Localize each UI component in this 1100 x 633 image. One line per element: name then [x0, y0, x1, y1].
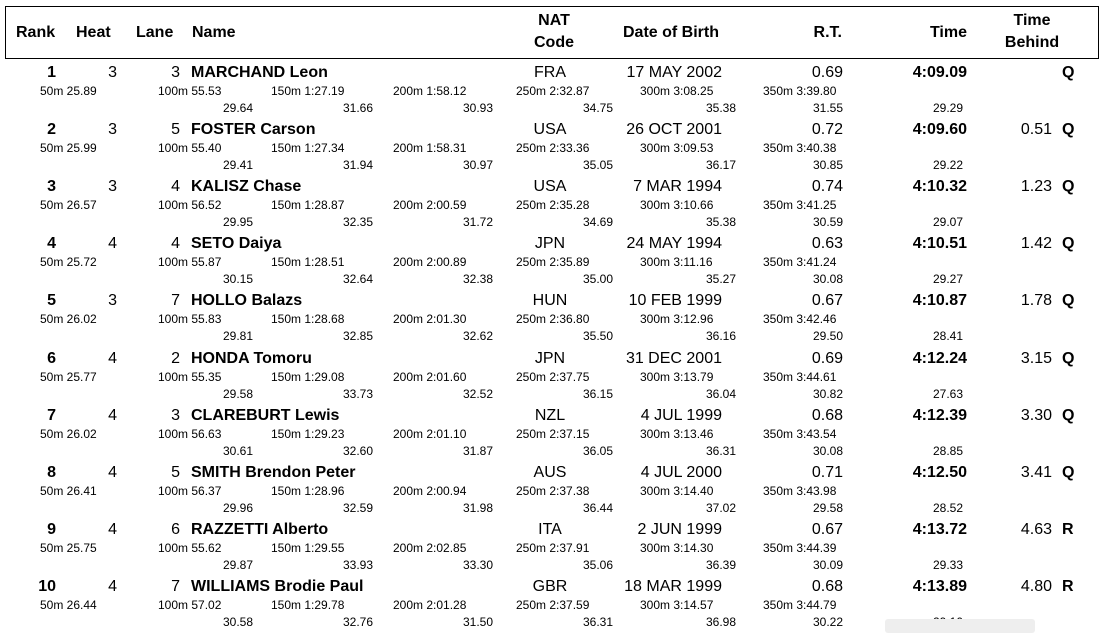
lap-300m: 36.39 — [705, 557, 736, 572]
qualification-mark: Q — [1062, 178, 1075, 196]
lap-350m: 30.09 — [812, 557, 843, 572]
result-row — [0, 405, 1100, 462]
lap-100m: 29.81 — [222, 329, 253, 344]
header-time: Time — [929, 24, 967, 41]
heat: 3 — [108, 292, 117, 310]
lap-250m: 34.69 — [582, 215, 613, 230]
athlete-name: SMITH Brendon Peter — [191, 463, 356, 481]
time-behind: 0.51 — [1020, 121, 1052, 139]
lap-300m: 35.38 — [705, 215, 736, 230]
heat: 3 — [108, 121, 117, 139]
athlete-name: MARCHAND Leon — [191, 64, 328, 81]
lap-350m: 30.85 — [812, 158, 843, 173]
qualification-mark: Q — [1062, 64, 1075, 81]
lap-200m: 31.72 — [462, 215, 493, 230]
lap-350m: 31.55 — [812, 101, 843, 115]
lap-350m: 30.82 — [812, 386, 843, 401]
qualification-mark: Q — [1062, 121, 1075, 139]
split-150m: 150m 1:27.19 — [271, 84, 345, 98]
date-of-birth: 2 JUN 1999 — [637, 520, 722, 538]
rank: 3 — [47, 178, 56, 196]
lane: 6 — [171, 520, 180, 538]
time-behind: 1.23 — [1020, 178, 1052, 196]
rank: 7 — [47, 406, 56, 424]
header-time-behind-line1: Time — [1013, 12, 1051, 29]
date-of-birth: 26 OCT 2001 — [626, 121, 722, 139]
split-100m: 100m 55.87 — [158, 255, 222, 270]
lap-250m: 36.31 — [582, 614, 613, 629]
split-250m: 250m 2:35.89 — [516, 255, 590, 270]
lap-200m: 30.93 — [462, 101, 493, 115]
lap-400m: 29.29 — [932, 101, 963, 115]
split-300m: 300m 3:09.53 — [640, 141, 714, 156]
split-200m: 200m 2:01.28 — [393, 597, 467, 612]
final-time: 4:10.32 — [912, 178, 967, 196]
final-time: 4:09.60 — [912, 121, 967, 139]
lap-100m: 29.64 — [222, 101, 253, 115]
nat-code: FRA — [534, 64, 566, 81]
lap-350m: 30.22 — [812, 614, 843, 629]
split-100m: 100m 55.62 — [158, 540, 222, 555]
final-time: 4:09.09 — [912, 64, 967, 81]
split-100m: 100m 55.53 — [158, 84, 222, 98]
header-nat-line2: Code — [534, 34, 574, 51]
qualification-mark: Q — [1062, 406, 1075, 424]
split-100m: 100m 57.02 — [158, 597, 222, 612]
nat-code: GBR — [532, 577, 568, 595]
time-behind: 4.63 — [1020, 520, 1052, 538]
lane: 4 — [171, 235, 180, 253]
athlete-name: CLAREBURT Lewis — [191, 406, 340, 424]
nat-code: USA — [533, 121, 567, 139]
qualification-mark: R — [1062, 577, 1074, 595]
lap-200m: 33.30 — [462, 557, 493, 572]
split-300m: 300m 3:10.66 — [640, 198, 714, 213]
lap-250m: 36.44 — [582, 500, 613, 515]
split-350m: 350m 3:42.46 — [763, 312, 837, 327]
rank: 1 — [47, 64, 56, 81]
header-date-of-birth: Date of Birth — [623, 24, 719, 41]
reaction-time: 0.69 — [811, 64, 843, 81]
lap-100m: 29.87 — [222, 557, 253, 572]
split-300m: 300m 3:11.16 — [640, 255, 713, 270]
lap-300m: 36.17 — [705, 158, 736, 173]
split-350m: 350m 3:43.54 — [763, 426, 837, 441]
lap-400m: 28.52 — [932, 500, 963, 515]
qualification-mark: Q — [1062, 235, 1075, 253]
header-nat-line1: NAT — [538, 12, 570, 29]
lap-150m: 32.60 — [342, 443, 373, 458]
lane: 5 — [171, 463, 180, 481]
lap-200m: 30.97 — [462, 158, 493, 173]
header-lane: Lane — [136, 24, 174, 41]
lap-400m: 29.07 — [932, 215, 963, 230]
lane: 3 — [171, 64, 180, 81]
date-of-birth: 7 MAR 1994 — [633, 178, 722, 196]
reaction-time: 0.67 — [811, 292, 843, 310]
split-150m: 150m 1:29.23 — [271, 426, 345, 441]
lap-100m: 29.41 — [222, 158, 253, 173]
final-time: 4:13.89 — [912, 577, 967, 595]
reaction-time: 0.67 — [811, 520, 843, 538]
split-200m: 200m 1:58.31 — [393, 141, 467, 156]
nat-code: NZL — [534, 406, 566, 424]
heat: 4 — [108, 406, 117, 424]
split-200m: 200m 2:01.30 — [393, 312, 467, 327]
nat-code: ITA — [538, 520, 562, 538]
lap-100m: 30.15 — [222, 272, 253, 287]
lap-250m: 35.06 — [582, 557, 613, 572]
results-header — [5, 6, 1099, 59]
result-row — [0, 62, 1100, 119]
rank: 10 — [38, 577, 56, 595]
date-of-birth: 31 DEC 2001 — [625, 349, 722, 367]
split-350m: 350m 3:41.25 — [763, 198, 837, 213]
lap-250m: 35.50 — [582, 329, 613, 344]
lap-250m: 34.75 — [582, 101, 613, 115]
split-150m: 150m 1:28.87 — [271, 198, 345, 213]
split-300m: 300m 3:14.57 — [640, 597, 714, 612]
split-100m: 100m 55.40 — [158, 141, 222, 156]
split-50m: 50m 26.02 — [40, 426, 97, 441]
header-reaction-time: R.T. — [813, 24, 842, 41]
split-350m: 350m 3:44.39 — [763, 540, 837, 555]
split-50m: 50m 25.99 — [40, 141, 97, 156]
reaction-time: 0.71 — [811, 463, 843, 481]
lap-250m: 35.00 — [582, 272, 613, 287]
split-50m: 50m 26.57 — [40, 198, 97, 213]
split-300m: 300m 3:13.46 — [640, 426, 714, 441]
time-behind: 1.42 — [1020, 235, 1052, 253]
lap-300m: 36.04 — [705, 386, 736, 401]
lap-400m: 29.22 — [932, 158, 963, 173]
split-200m: 200m 1:58.12 — [393, 84, 467, 98]
split-200m: 200m 2:00.59 — [393, 198, 467, 213]
lap-350m: 30.59 — [812, 215, 843, 230]
result-row — [0, 290, 1100, 347]
reaction-time: 0.72 — [811, 121, 843, 139]
lap-300m: 36.31 — [705, 443, 736, 458]
split-350m: 350m 3:40.38 — [763, 141, 837, 156]
header-time-behind-line2: Behind — [1004, 34, 1060, 51]
lane: 5 — [171, 121, 180, 139]
rank: 9 — [47, 520, 56, 538]
lap-150m: 31.94 — [342, 158, 373, 173]
heat: 4 — [108, 577, 117, 595]
split-300m: 300m 3:08.25 — [640, 84, 714, 98]
athlete-name: FOSTER Carson — [191, 121, 316, 139]
lap-300m: 35.38 — [705, 101, 736, 115]
reaction-time: 0.63 — [811, 235, 843, 253]
watermark-bar — [885, 619, 1035, 633]
split-100m: 100m 56.37 — [158, 483, 222, 498]
lane: 2 — [171, 349, 180, 367]
split-150m: 150m 1:29.78 — [271, 597, 345, 612]
nat-code: HUN — [532, 292, 568, 310]
qualification-mark: Q — [1062, 463, 1075, 481]
split-300m: 300m 3:14.40 — [640, 483, 714, 498]
split-350m: 350m 3:43.98 — [763, 483, 837, 498]
split-150m: 150m 1:27.34 — [271, 141, 345, 156]
athlete-name: HOLLO Balazs — [191, 292, 303, 310]
qualification-mark: R — [1062, 520, 1074, 538]
lap-400m: 29.33 — [932, 557, 963, 572]
lap-350m: 30.08 — [812, 272, 843, 287]
date-of-birth: 10 FEB 1999 — [628, 292, 722, 310]
split-200m: 200m 2:01.60 — [393, 369, 467, 384]
final-time: 4:12.50 — [912, 463, 967, 481]
header-name: Name — [192, 24, 236, 41]
lap-150m: 32.76 — [342, 614, 373, 629]
heat: 4 — [108, 520, 117, 538]
split-250m: 250m 2:37.91 — [516, 540, 590, 555]
reaction-time: 0.68 — [811, 406, 843, 424]
lap-350m: 29.58 — [812, 500, 843, 515]
split-50m: 50m 25.75 — [40, 540, 97, 555]
lap-300m: 35.27 — [705, 272, 736, 287]
result-row — [0, 119, 1100, 176]
heat: 3 — [108, 64, 117, 81]
reaction-time: 0.74 — [811, 178, 843, 196]
final-time: 4:13.72 — [912, 520, 967, 538]
result-row — [0, 233, 1100, 290]
lap-400m: 28.41 — [932, 329, 963, 344]
lap-200m: 32.38 — [462, 272, 493, 287]
reaction-time: 0.69 — [811, 349, 843, 367]
split-350m: 350m 3:39.80 — [763, 84, 837, 98]
lap-300m: 36.16 — [705, 329, 736, 344]
split-200m: 200m 2:00.89 — [393, 255, 467, 270]
heat: 4 — [108, 463, 117, 481]
split-100m: 100m 56.52 — [158, 198, 222, 213]
split-100m: 100m 55.35 — [158, 369, 222, 384]
lap-100m: 29.58 — [222, 386, 253, 401]
split-350m: 350m 3:41.24 — [763, 255, 837, 270]
date-of-birth: 24 MAY 1994 — [626, 235, 722, 253]
lap-300m: 36.98 — [705, 614, 736, 629]
lap-150m: 31.66 — [342, 101, 373, 115]
split-50m: 50m 26.41 — [40, 483, 97, 498]
split-150m: 150m 1:28.51 — [271, 255, 345, 270]
rank: 5 — [47, 292, 56, 310]
split-150m: 150m 1:28.96 — [271, 483, 345, 498]
reaction-time: 0.68 — [811, 577, 843, 595]
lap-200m: 31.50 — [462, 614, 493, 629]
result-row — [0, 462, 1100, 519]
rank: 2 — [47, 121, 56, 139]
heat: 3 — [108, 178, 117, 196]
split-300m: 300m 3:12.96 — [640, 312, 714, 327]
athlete-name: SETO Daiya — [191, 235, 282, 253]
result-row — [0, 348, 1100, 405]
heat: 4 — [108, 349, 117, 367]
lap-400m: 27.63 — [932, 386, 963, 401]
lap-200m: 31.87 — [462, 443, 493, 458]
lap-250m: 36.15 — [582, 386, 613, 401]
lap-400m: 29.27 — [932, 272, 963, 287]
athlete-name: HONDA Tomoru — [191, 349, 312, 367]
rank: 8 — [47, 463, 56, 481]
lap-200m: 32.52 — [462, 386, 493, 401]
header-rank: Rank — [16, 24, 56, 41]
lane: 3 — [171, 406, 180, 424]
nat-code: USA — [533, 178, 567, 196]
lap-100m: 29.96 — [222, 500, 253, 515]
split-50m: 50m 25.72 — [40, 255, 97, 270]
heat: 4 — [108, 235, 117, 253]
lap-400m: 28.85 — [932, 443, 963, 458]
nat-code: JPN — [534, 235, 566, 253]
split-250m: 250m 2:35.28 — [516, 198, 590, 213]
lap-350m: 29.50 — [812, 329, 843, 344]
rank: 4 — [47, 235, 56, 253]
split-350m: 350m 3:44.61 — [763, 369, 837, 384]
split-50m: 50m 25.77 — [40, 369, 97, 384]
time-behind: 3.41 — [1020, 463, 1052, 481]
split-250m: 250m 2:37.15 — [516, 426, 590, 441]
split-150m: 150m 1:29.08 — [271, 369, 345, 384]
lap-250m: 35.05 — [582, 158, 613, 173]
split-50m: 50m 25.89 — [40, 84, 97, 98]
split-250m: 250m 2:37.75 — [516, 369, 590, 384]
lap-150m: 33.93 — [342, 557, 373, 572]
split-150m: 150m 1:28.68 — [271, 312, 345, 327]
lap-100m: 30.61 — [222, 443, 253, 458]
lap-150m: 32.59 — [342, 500, 373, 515]
split-300m: 300m 3:13.79 — [640, 369, 714, 384]
lap-200m: 32.62 — [462, 329, 493, 344]
split-200m: 200m 2:02.85 — [393, 540, 467, 555]
result-row — [0, 519, 1100, 576]
nat-code: AUS — [533, 463, 567, 481]
athlete-name: RAZZETTI Alberto — [191, 520, 329, 538]
lap-250m: 36.05 — [582, 443, 613, 458]
rank: 6 — [47, 349, 56, 367]
split-50m: 50m 26.44 — [40, 597, 97, 612]
lap-200m: 31.98 — [462, 500, 493, 515]
final-time: 4:10.87 — [912, 292, 967, 310]
lap-150m: 32.85 — [342, 329, 373, 344]
time-behind: 1.78 — [1020, 292, 1052, 310]
split-250m: 250m 2:33.36 — [516, 141, 590, 156]
final-time: 4:10.51 — [912, 235, 967, 253]
lane: 7 — [171, 292, 180, 310]
lap-150m: 32.35 — [342, 215, 373, 230]
final-time: 4:12.39 — [912, 406, 967, 424]
split-250m: 250m 2:32.87 — [516, 84, 590, 98]
athlete-name: WILLIAMS Brodie Paul — [191, 577, 364, 595]
final-time: 4:12.24 — [912, 349, 967, 367]
header-heat: Heat — [76, 24, 111, 41]
qualification-mark: Q — [1062, 349, 1075, 367]
lap-150m: 33.73 — [342, 386, 373, 401]
lap-300m: 37.02 — [705, 500, 736, 515]
split-250m: 250m 2:36.80 — [516, 312, 590, 327]
split-350m: 350m 3:44.79 — [763, 597, 837, 612]
split-250m: 250m 2:37.38 — [516, 483, 590, 498]
date-of-birth: 17 MAY 2002 — [626, 64, 722, 81]
time-behind: 3.30 — [1020, 406, 1052, 424]
qualification-mark: Q — [1062, 292, 1075, 310]
date-of-birth: 18 MAR 1999 — [624, 577, 722, 595]
split-100m: 100m 56.63 — [158, 426, 222, 441]
split-200m: 200m 2:00.94 — [393, 483, 467, 498]
split-250m: 250m 2:37.59 — [516, 597, 590, 612]
date-of-birth: 4 JUL 1999 — [640, 406, 722, 424]
result-row — [0, 176, 1100, 233]
lap-350m: 30.08 — [812, 443, 843, 458]
lap-100m: 30.58 — [222, 614, 253, 629]
athlete-name: KALISZ Chase — [191, 178, 302, 196]
split-50m: 50m 26.02 — [40, 312, 97, 327]
nat-code: JPN — [534, 349, 566, 367]
lap-100m: 29.95 — [222, 215, 253, 230]
split-300m: 300m 3:14.30 — [640, 540, 714, 555]
lap-150m: 32.64 — [342, 272, 373, 287]
split-200m: 200m 2:01.10 — [393, 426, 467, 441]
split-150m: 150m 1:29.55 — [271, 540, 345, 555]
time-behind: 3.15 — [1020, 349, 1052, 367]
lane: 4 — [171, 178, 180, 196]
lane: 7 — [171, 577, 180, 595]
split-100m: 100m 55.83 — [158, 312, 222, 327]
time-behind: 4.80 — [1020, 577, 1052, 595]
date-of-birth: 4 JUL 2000 — [640, 463, 722, 481]
